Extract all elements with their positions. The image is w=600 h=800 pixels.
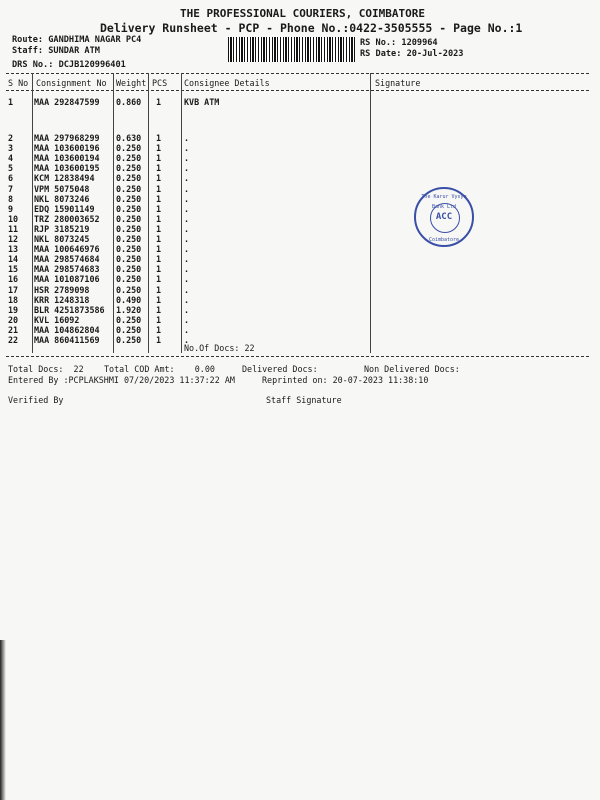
cell-pcs: 1	[156, 153, 162, 164]
cell-det: .	[184, 133, 190, 143]
cell-cons: MAA 104862804	[34, 324, 100, 335]
cell-cons: KCM 12838494	[34, 173, 95, 184]
stamp-rim-bottom: Coimbatore	[428, 237, 460, 243]
rs-date: RS Date: 20-Jul-2023	[360, 49, 464, 59]
cell-sno: 4	[8, 153, 14, 164]
cell-pcs: 1	[156, 234, 162, 244]
cell-wt: 0.250	[116, 264, 142, 275]
cell-det: .	[184, 173, 190, 184]
cell-sno: 22	[8, 335, 19, 345]
stamp-center: ACC	[435, 212, 453, 222]
cell-sno: 11	[8, 223, 19, 234]
cell-det: .	[184, 193, 190, 204]
cell-cons: KRR 1248318	[34, 294, 90, 305]
header-divider-bottom	[6, 90, 589, 91]
table-row	[0, 305, 600, 315]
cell-det: .	[184, 234, 190, 244]
table-row	[0, 274, 600, 284]
cell-pcs: 1	[156, 223, 162, 234]
col-pcs: PCS	[152, 78, 168, 88]
cell-wt: 0.250	[116, 143, 142, 154]
reprinted-on: Reprinted on: 20-07-2023 11:38:10	[262, 375, 429, 385]
cell-sno: 17	[8, 284, 19, 295]
table-row	[0, 285, 600, 295]
cell-pcs: 1	[156, 173, 162, 184]
cell-det: .	[184, 335, 190, 345]
cell-pcs: 1	[156, 324, 162, 335]
cell-sno: 19	[8, 304, 19, 315]
table-row	[0, 264, 600, 274]
table-row	[0, 153, 600, 163]
cell-wt: 0.250	[116, 173, 142, 184]
cell-wt: 0.250	[116, 314, 142, 325]
cell-wt: 0.250	[116, 284, 142, 295]
cell-det: .	[184, 274, 190, 285]
cell-cons: KVL 16092	[34, 314, 80, 325]
cell-sno: 1	[8, 97, 14, 107]
cell-pcs: 1	[156, 133, 162, 143]
route-label: Route: GANDHIMA NAGAR PC4	[12, 35, 142, 45]
staff-signature: Staff Signature	[266, 395, 342, 405]
cell-wt: 0.630	[116, 133, 142, 143]
cell-cons: NKL 8073245	[34, 234, 90, 244]
cell-sno: 21	[8, 324, 19, 335]
barcode	[228, 37, 355, 62]
cell-sno: 8	[8, 193, 14, 204]
col-signature: Signature	[375, 78, 421, 88]
cell-wt: 0.490	[116, 294, 142, 305]
cell-pcs: 1	[156, 254, 162, 265]
cell-sno: 14	[8, 254, 19, 265]
cell-sno: 9	[8, 203, 14, 214]
cell-pcs: 1	[156, 264, 162, 275]
cell-cons: MAA 297968299	[34, 133, 100, 143]
table-row	[0, 295, 600, 305]
cell-cons: MAA 298574684	[34, 254, 100, 265]
cell-cons: MAA 101087106	[34, 274, 100, 285]
cell-cons: MAA 103600194	[34, 153, 100, 164]
cell-cons: MAA 103600195	[34, 163, 100, 174]
delivered-docs: Delivered Docs:	[242, 364, 318, 374]
table-row	[0, 224, 600, 234]
entered-by: Entered By :PCPLAKSHMI 07/20/2023 11:37:22 AM	[8, 375, 235, 385]
cell-pcs: 1	[156, 193, 162, 204]
cell-det: .	[184, 264, 190, 275]
col-sno: S No	[8, 78, 29, 88]
cell-sno: 20	[8, 314, 19, 325]
header-divider-top	[6, 73, 589, 74]
table-divider-bottom	[6, 356, 589, 357]
cell-pcs: 1	[156, 213, 162, 224]
table-row	[0, 325, 600, 335]
cell-sno: 13	[8, 244, 19, 255]
cell-sno: 6	[8, 173, 14, 184]
cell-cons: EDQ 15901149	[34, 203, 95, 214]
cell-sno: 3	[8, 143, 14, 154]
cell-det: .	[184, 254, 190, 265]
cell-cons: BLR 4251873586	[34, 304, 105, 315]
cell-wt: 0.250	[116, 223, 142, 234]
cell-wt: 0.250	[116, 234, 142, 244]
cell-det: KVB ATM	[184, 97, 220, 107]
total-docs: Total Docs: 22	[8, 364, 84, 374]
table-row	[0, 97, 600, 107]
cell-pcs: 1	[156, 314, 162, 325]
cell-cons: NKL 8073246	[34, 193, 90, 204]
cell-pcs: 1	[156, 143, 162, 154]
col-consignee: Consignee Details	[184, 78, 270, 88]
cell-sno: 18	[8, 294, 19, 305]
cell-cons: HSR 2789098	[34, 284, 90, 295]
total-cod: Total COD Amt: 0.00	[104, 364, 215, 374]
cell-det: .	[184, 314, 190, 325]
stamp-rim-top: The Karur Vysya Bank Ltd	[421, 194, 467, 210]
cell-det: .	[184, 143, 190, 154]
cell-sno: 2	[8, 133, 14, 143]
cell-wt: 0.250	[116, 335, 142, 345]
cell-wt: 0.250	[116, 213, 142, 224]
cell-pcs: 1	[156, 294, 162, 305]
cell-det: .	[184, 223, 190, 234]
cell-wt: 0.860	[116, 97, 142, 107]
company-title: THE PROFESSIONAL COURIERS, COIMBATORE	[180, 7, 426, 20]
cell-cons: MAA 298574683	[34, 264, 100, 275]
table-row	[0, 163, 600, 173]
cell-cons: TRZ 280003652	[34, 213, 100, 224]
cell-sno: 5	[8, 163, 14, 174]
table-row	[0, 184, 600, 194]
cell-det: .	[184, 304, 190, 315]
cell-wt: 0.250	[116, 183, 142, 194]
table-row	[0, 254, 600, 264]
cell-sno: 10	[8, 213, 19, 224]
cell-det: .	[184, 294, 190, 305]
table-row	[0, 315, 600, 325]
cell-wt: 0.250	[116, 254, 142, 265]
cell-det: .	[184, 183, 190, 194]
cell-sno: 15	[8, 264, 19, 275]
cell-sno: 7	[8, 183, 14, 194]
staff-label: Staff: SUNDAR ATM	[12, 46, 100, 56]
verified-by: Verified By	[8, 395, 64, 405]
cell-det: .	[184, 203, 190, 214]
cell-wt: 0.250	[116, 153, 142, 164]
cell-cons: RJP 3185219	[34, 223, 90, 234]
cell-pcs: 1	[156, 284, 162, 295]
cell-cons: VPM 5075048	[34, 183, 90, 194]
table-row	[0, 143, 600, 153]
cell-det: .	[184, 213, 190, 224]
drs-number: DRS No.: DCJB120996401	[12, 60, 126, 70]
cell-det: .	[184, 153, 190, 164]
cell-cons: MAA 292847599	[34, 97, 100, 107]
cell-pcs: 1	[156, 335, 162, 345]
cell-wt: 0.250	[116, 193, 142, 204]
table-row	[0, 194, 600, 204]
table-row	[0, 335, 600, 345]
runsheet-subtitle: Delivery Runsheet - PCP - Phone No.:0422-3505555 - Page No.:1	[100, 21, 523, 35]
cell-cons: MAA 103600196	[34, 143, 100, 154]
rs-number: RS No.: 1209964	[360, 38, 438, 48]
no-of-docs: No.Of Docs: 22	[184, 343, 255, 353]
non-delivered-docs: Non Delivered Docs:	[364, 364, 460, 374]
cell-sno: 12	[8, 234, 19, 244]
cell-pcs: 1	[156, 304, 162, 315]
table-row	[0, 234, 600, 244]
cell-wt: 0.250	[116, 244, 142, 255]
cell-cons: MAA 860411569	[34, 335, 100, 345]
scan-shadow	[0, 640, 6, 800]
table-row	[0, 204, 600, 214]
cell-det: .	[184, 244, 190, 255]
col-weight: Weight	[116, 78, 147, 88]
cell-pcs: 1	[156, 203, 162, 214]
cell-wt: 0.250	[116, 324, 142, 335]
cell-det: .	[184, 163, 190, 174]
table-row	[0, 133, 600, 143]
cell-sno: 16	[8, 274, 19, 285]
col-consignment: Consignment No	[36, 78, 107, 88]
cell-pcs: 1	[156, 163, 162, 174]
cell-pcs: 1	[156, 244, 162, 255]
cell-pcs: 1	[156, 97, 162, 107]
cell-det: .	[184, 324, 190, 335]
table-row	[0, 173, 600, 183]
cell-wt: 1.920	[116, 304, 142, 315]
cell-pcs: 1	[156, 274, 162, 285]
cell-pcs: 1	[156, 183, 162, 194]
bank-seal-stamp	[414, 187, 474, 247]
table-row	[0, 214, 600, 224]
cell-wt: 0.250	[116, 203, 142, 214]
cell-det: .	[184, 284, 190, 295]
cell-wt: 0.250	[116, 163, 142, 174]
cell-cons: MAA 100646976	[34, 244, 100, 255]
cell-wt: 0.250	[116, 274, 142, 285]
table-row	[0, 244, 600, 254]
